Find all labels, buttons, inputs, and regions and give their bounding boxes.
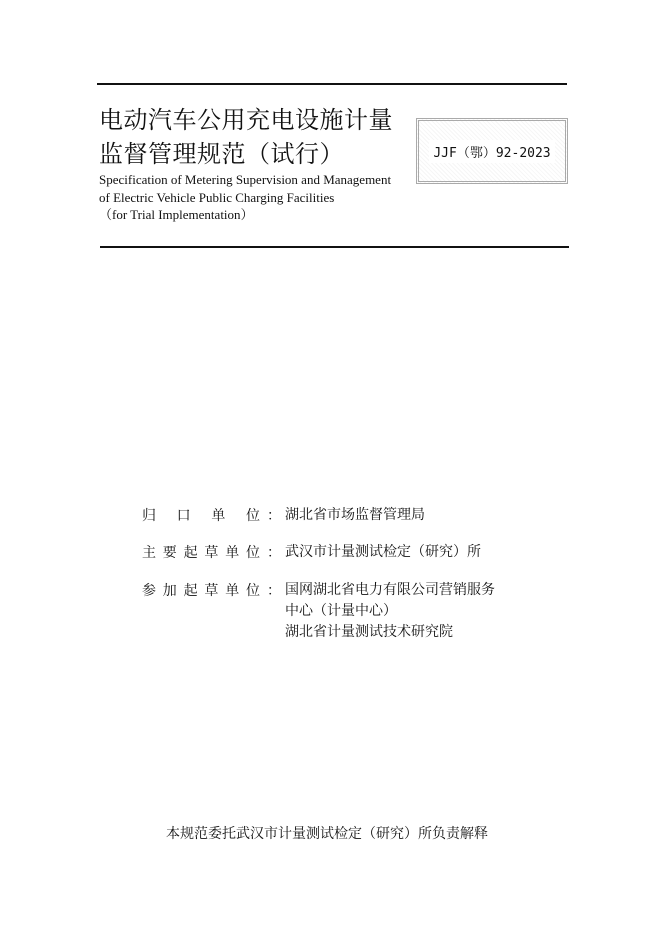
label-char: 单 (211, 508, 226, 524)
interpretation-note (0, 823, 662, 843)
label-char: 单 (225, 545, 240, 561)
standard-code: JJF（鄂）92-2023 (429, 140, 554, 163)
info-label (142, 542, 260, 562)
label-char: 草 (204, 583, 219, 599)
label-char: 草 (204, 545, 219, 561)
info-value (285, 505, 425, 526)
info-value-line: 湖北省市场监督管理局 (285, 507, 425, 523)
info-label (142, 580, 260, 600)
interpretation-note-text: 本规范委托武汉市计量测试检定（研究）所负责解释 (166, 826, 488, 842)
label-char: 要 (162, 545, 177, 561)
standard-code-box (416, 118, 568, 184)
info-value-line: 中心（计量中心） (285, 603, 397, 619)
label-char: 参 (142, 583, 156, 599)
bottom-rule (100, 246, 569, 248)
label-char: 位 (245, 545, 260, 561)
label-char: 归 (142, 508, 156, 524)
label-char: 主 (142, 545, 156, 561)
info-value-line: 湖北省计量测试技术研究院 (285, 624, 453, 640)
info-value-line: 武汉市计量测试检定（研究）所 (285, 544, 481, 560)
info-colon: ： (267, 508, 281, 524)
title-en-line-3: （for Trial Implementation） (99, 207, 254, 222)
title-cn-line-1: 电动汽车公用充电设施计量 (99, 106, 393, 134)
title-en-line-1: Specification of Metering Supervision and Management (99, 172, 392, 187)
label-char: 加 (162, 583, 177, 599)
info-value (285, 580, 495, 643)
label-char: 口 (176, 508, 191, 524)
label-char: 起 (183, 583, 198, 599)
top-rule (97, 83, 567, 85)
info-value (285, 542, 481, 563)
label-char: 起 (183, 545, 198, 561)
info-label (142, 505, 260, 525)
title-cn-line-2: 监督管理规范（试行） (99, 140, 344, 168)
info-colon: ： (267, 545, 281, 561)
info-value-line: 国网湖北省电力有限公司营销服务 (285, 582, 495, 598)
label-char: 位 (245, 583, 260, 599)
info-colon: ： (267, 583, 281, 599)
label-char: 单 (225, 583, 240, 599)
title-en-line-2: of Electric Vehicle Public Charging Facilities (99, 190, 335, 205)
label-char: 位 (245, 508, 260, 524)
